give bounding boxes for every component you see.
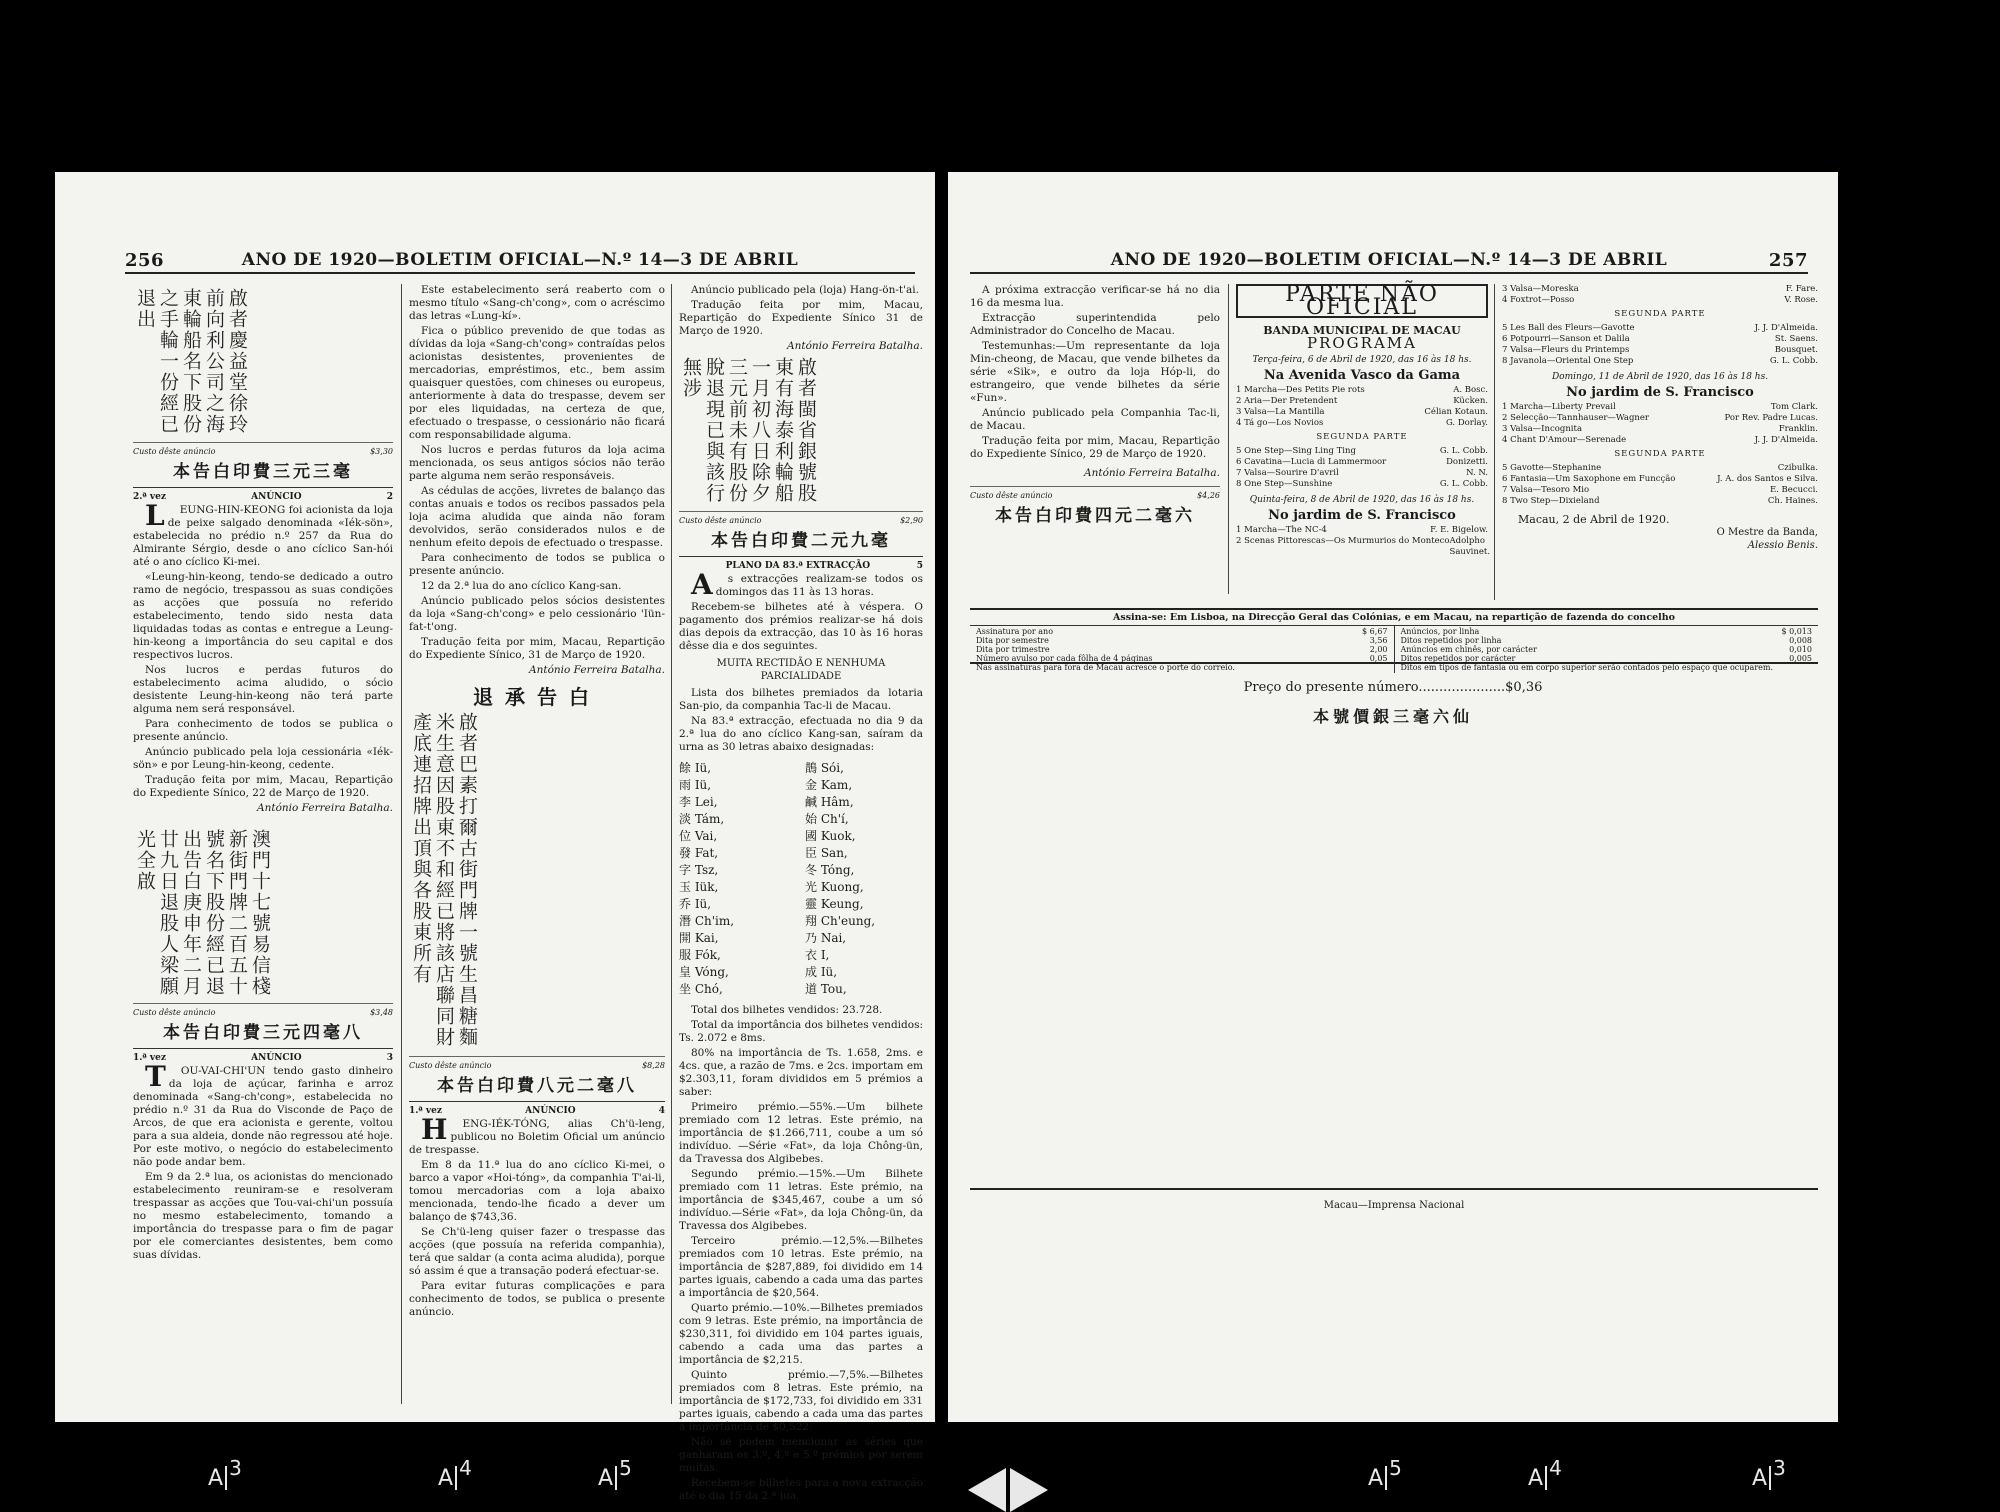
drawn-letter: 開 Kai,	[679, 931, 719, 945]
drawn-letter: 衣 I,	[805, 948, 830, 962]
paragraph: Tradução feita por mim, Macau, Repartição do Expediente Sínico, 22 de Março de 1920.	[133, 774, 393, 799]
piece-title: 2 Aria—Der Pretendent	[1236, 396, 1338, 406]
composer: G. Dorlay.	[1445, 418, 1488, 428]
plano-number: 5	[916, 561, 923, 571]
composer: J. A. dos Santos e Silva.	[1717, 474, 1818, 484]
subscription-title: Assina-se: Em Lisboa, na Direcção Geral das Colónias, e em Macau, na repartição de fazenda do concelho	[970, 610, 1818, 626]
paragraph: Primeiro prémio.—55%.—Um bilhete premiado com 12 letras. Este prémio, na importância de $1.266,711, coube a um só indivíduo. —Série «Fat», da loja Chông-ün, da Travessa dos Algibebes.	[679, 1101, 923, 1165]
programme-item	[1502, 345, 1818, 356]
rate-row	[976, 627, 1388, 636]
rate-value: 0,010	[1789, 645, 1812, 654]
programme-item	[1502, 463, 1818, 474]
programme-item	[1502, 402, 1818, 413]
cost-label: Custo dêste anúncio	[133, 447, 216, 456]
paragraph: HENG-IÉK-TÓNG, alias Ch'ü-leng, publicou no Boletim Oficial um anúncio de trespasse.	[409, 1113, 665, 1156]
paragraph: Na 83.ª extracção, efectuada no dia 9 da 2.ª lua do ano cíclico Kang-san, saíram da urna as 30 letras abaixo designadas:	[679, 715, 923, 753]
rate-row	[1401, 627, 1813, 636]
rate-row	[1401, 663, 1813, 672]
paragraph: Não se podem mencionar as séries que ganharam os 3.º, 4.º e 5.º prémios por serem muitas.	[679, 1436, 923, 1474]
piece-title: 3 Valsa—La Mantilla	[1236, 407, 1325, 417]
venue: No jardim de S. Francisco	[1566, 385, 1754, 400]
event-date: Terça-feira, 6 de Abril de 1920, das 16 às 18 hs.	[1252, 355, 1472, 365]
part-heading: SEGUNDA PARTE	[1614, 309, 1706, 319]
paragraph: Quinto prémio.—7,5%.—Bilhetes premiados com 8 letras. Este prémio, na importância de $172,733, foi dividido em 331 partes iguais, cabendo a cada uma das partes a importância de $0,522.	[679, 1369, 923, 1433]
composer: V. Rose.	[1784, 295, 1818, 305]
cost-value: $4,26	[1197, 491, 1220, 500]
ad-cost	[679, 511, 923, 527]
drawn-letter: 金 Kam,	[805, 778, 853, 792]
signature: António Ferreira Batalha.	[787, 340, 923, 352]
composer: A. Bosc.	[1453, 385, 1488, 395]
piece-title: 8 Two Step—Dixieland	[1502, 496, 1600, 506]
band-name: BANDA MUNICIPAL DE MACAU	[1263, 324, 1461, 337]
composer: Kücken.	[1453, 396, 1488, 406]
composer: Por Rev. Padre Lucas.	[1724, 413, 1818, 423]
cjk-price-line: 本告白印費八元二毫八	[437, 1076, 637, 1096]
paragraph: Tradução feita por mim, Macau, Repartição do Expediente Sínico, 29 de Março de 1920.	[970, 435, 1220, 460]
paragraph: Fica o público prevenido de que todas as dívidas da loja «Sang-ch'cong» contraídas pelos acionistas desistentes, provenientes de mercadorias, empréstimos, etc., bem assim quaisquer questões, com chineses ou europeus, anteriormente à data do trespasse, devem ser por eles liquidadas, na certeza de que, efectuado o trespasse, o cessionário não ficará com responsabilidade alguma.	[409, 325, 665, 441]
column-rule	[1494, 284, 1495, 600]
venue: Na Avenida Vasco da Gama	[1263, 368, 1461, 383]
paragraph: Quarto prémio.—10%.—Bilhetes premiados com 9 letras. Este prémio, na importância de $230,311, foi dividido em 104 partes iguais, cabendo a cada uma das partes a importância de $2,215.	[679, 1302, 923, 1366]
programme-item	[1236, 407, 1488, 418]
frame-mark-number: 3	[229, 1456, 242, 1480]
composer: N. N.	[1466, 468, 1488, 478]
rate-value: 0,005	[1789, 654, 1812, 663]
cjk-price-line: 本告白印費四元二毫六	[995, 506, 1195, 526]
rate-value: 2,00	[1369, 645, 1388, 654]
programme-item	[1502, 424, 1818, 435]
ad-cost	[133, 1003, 393, 1019]
subscription-rates	[970, 626, 1395, 673]
drawn-letter: 始 Ch'í,	[805, 812, 849, 826]
drawn-letter: 李 Lei,	[679, 795, 718, 809]
anuncio-header	[133, 1048, 393, 1065]
programme-item	[1502, 496, 1818, 507]
frame-mark: A 3	[208, 1456, 242, 1491]
frame-mark: A 4	[438, 1456, 472, 1491]
programme-list	[1502, 284, 1818, 306]
programme-item	[1502, 334, 1818, 345]
anuncio-number: 4	[658, 1106, 665, 1116]
piece-title: 3 Valsa—Moreska	[1502, 284, 1579, 294]
cost-label: Custo dêste anúncio	[970, 491, 1053, 500]
rate-label: Assinatura por ano	[976, 627, 1054, 636]
anuncio-label: ANÚNCIO	[525, 1106, 576, 1116]
event-date: Domingo, 11 de Abril de 1920, das 16 às 18 hs.	[1551, 372, 1769, 382]
drawn-letter: 服 Fók,	[679, 948, 721, 962]
programme-item	[1236, 536, 1491, 558]
paragraph: Lista dos bilhetes premiados da lotaria San-pio, da companhia Tac-li de Macau.	[679, 687, 923, 712]
paragraph: Para conhecimento de todos se publica o presente anúncio.	[133, 718, 393, 743]
programme-item	[1502, 485, 1818, 496]
programme-item	[1236, 396, 1488, 407]
signature: António Ferreira Batalha.	[529, 664, 665, 676]
cost-label: Custo dêste anúncio	[679, 516, 762, 525]
drawn-letter: 坐 Chó,	[679, 982, 723, 996]
cost-value: $3,48	[370, 1008, 393, 1017]
paragraph: Nos lucros e perdas futuros do estabelecimento acima aludido, o sócio desistente Leung-hin-keong não terá parte alguma nem será responsável.	[133, 664, 393, 715]
programme-list	[1502, 323, 1818, 367]
paragraph: Extracção superintendida pelo Administrador do Concelho de Macau.	[970, 312, 1220, 337]
programme-title: PROGRAMA	[1307, 334, 1417, 352]
column-rule	[671, 284, 672, 1404]
drawn-letter: 鹹 Hâm,	[805, 795, 854, 809]
piece-title: 5 Gavotte—Stephanine	[1502, 463, 1602, 473]
drawn-letter: 冬 Tóng,	[805, 863, 855, 877]
paragraph: Recebem-se bilhetes até à véspera. O pagamento dos prémios realizar-se há dois dias depois da extracção, das 10 às 16 horas dêsse dia e dos seguintes.	[679, 601, 923, 652]
subscription-box	[970, 608, 1818, 672]
ad-cost	[409, 1056, 665, 1072]
piece-title: 1 Marcha—The NC-4	[1236, 525, 1327, 535]
programme-item	[1502, 435, 1818, 446]
issue-price: Preço do presente número.....................$0,36	[1243, 680, 1543, 695]
drawn-letter: 臣 San,	[805, 846, 848, 860]
piece-title: 6 Potpourri—Sanson et Dalila	[1502, 334, 1630, 344]
composer: Czibulka.	[1777, 463, 1818, 473]
paragraph: Se Ch'ü-leng quiser fazer o trespasse das acções (que possuía na referida companhia), terá que saldar (a conta acima aludida), porque só assim é que a transação poderá efectuar-se.	[409, 1226, 665, 1277]
left-col-2	[409, 284, 665, 1404]
column-rule	[401, 284, 402, 1404]
rate-label: Ditos em tipos de fantasia ou em corpo superior serão contados pelo espaço que ocuparem.	[1400, 663, 1774, 672]
programme-item	[1236, 479, 1488, 490]
programme-item	[1502, 295, 1818, 306]
composer: F. Fare.	[1785, 284, 1818, 294]
paragraph: Total dos bilhetes vendidos: 23.728.	[691, 1004, 883, 1016]
rate-label: Ditos repetidos por linha	[1400, 636, 1502, 645]
rate-value: 3,56	[1369, 636, 1388, 645]
programme-item	[1502, 323, 1818, 334]
paragraph: Para conhecimento de todos se publica o presente anúncio.	[409, 552, 665, 577]
piece-title: 1 Marcha—Liberty Prevail	[1502, 402, 1616, 412]
rate-row	[976, 636, 1388, 645]
anuncio-number: 3	[386, 1053, 393, 1063]
left-col-1	[133, 284, 393, 1404]
piece-title: 7 Valsa—Tesoro Mio	[1502, 485, 1590, 495]
drawn-letters-grid	[679, 760, 923, 998]
signature: António Ferreira Batalha.	[1084, 467, 1220, 479]
left-page-header	[125, 246, 915, 274]
cjk-notice: 啟者慶益堂徐玲前向利公司之海東輪船名下股份之手輪一份經已退出	[134, 288, 248, 435]
paragraph: Anúncio publicado pelos sócios desistentes da loja «Sang-ch'cong» e pelo cessionário 'Iün-fat-t'ong.	[409, 595, 665, 633]
paragraph: Terceiro prémio.—12,5%.—Bilhetes premiados com 10 letras. Este prémio, na importância de $287,889, foi dividido em 14 partes iguais, cabendo a cada uma das partes a importância de $20,564.	[679, 1235, 923, 1299]
drawn-letter: 皇 Vóng,	[679, 965, 729, 979]
right-page	[948, 172, 1838, 1422]
programme-list	[1502, 463, 1818, 507]
insertion-tag: 2.ª vez	[133, 492, 166, 502]
drawn-letter: 道 Tou,	[805, 982, 847, 996]
composer: Adolpho Sauvinet.	[1449, 536, 1491, 557]
rate-label: Dita por trimestre	[976, 645, 1050, 654]
cjk-heading: 退承告白	[473, 685, 601, 709]
piece-title: 2 Scenas Pittorescas—Os Murmurios do Monteco	[1236, 536, 1450, 546]
running-title: ANO DE 1920—BOLETIM OFICIAL—N.º 14—3 DE ABRIL	[241, 250, 799, 270]
paragraph: Tradução feita por mim, Macau, Repartição do Expediente Sínico, 31 de Março de 1920.	[409, 636, 665, 661]
programme-item	[1236, 457, 1488, 468]
piece-title: 5 One Step—Sing Ling Ting	[1236, 446, 1356, 456]
paragraph: 80% na importância de Ts. 1.658, 2ms. e 4cs. que, a razão de 7ms. e 2cs. importam em $2.303,11, foram divididos em 5 prémios a saber:	[679, 1047, 923, 1098]
paragraph: Anúncio publicado pela Companhia Tac-li, de Macau.	[970, 407, 1220, 432]
advertising-rates	[1395, 626, 1819, 673]
frame-mark: A 3	[1752, 1456, 1786, 1491]
issue-price-cjk: 本號價銀三毫六仙	[1312, 707, 1473, 726]
frame-mark: A 5	[1368, 1456, 1402, 1491]
anuncio-number: 2	[386, 492, 393, 502]
paragraph: As extracções realizam-se todos os domingos das 11 às 13 horas.	[691, 568, 923, 601]
cjk-notice: 澳門十七號易信棧新街門牌二百五十號名下股份經已退出告白庚申年二月廿九日退股人梁願光全啟	[134, 829, 271, 997]
piece-title: 4 Tá go—Los Novios	[1236, 418, 1324, 428]
paragraph: «Leung-hin-keong, tendo-se dedicado a outro ramo de negócio, trespassou as suas condições as acções que possuía no referido estabelecimento, tendo sido nesta data liquidadas todas as contas e entregue a Leung-hin-keong a importância do seu capital e dos respectivos lucros.	[133, 571, 393, 661]
paragraph: Em 9 da 2.ª lua, os acionistas do mencionado estabelecimento reuniram-se e resolveram trespassar as acções que Tou-vai-chi'un possuía no mesmo estabelecimento, tomando a importância do trespasse para o fim de pagar por ele comerciantes desistentes, bem como suas dívidas.	[133, 1171, 393, 1261]
composer: G. L. Cobb.	[1439, 446, 1488, 456]
rate-label: Nas assinaturas para fora de Macau acresce o porte do correio.	[976, 663, 1235, 672]
paragraph: A próxima extracção verificar-se há no dia 16 da mesma lua.	[970, 284, 1220, 309]
composer: F. E. Bigelow.	[1430, 525, 1488, 535]
ad-cost	[133, 442, 393, 458]
signature: António Ferreira Batalha.	[257, 802, 393, 814]
frame-mark: A 4	[1528, 1456, 1562, 1491]
paragraph: TOU-VAI-CHI'UN tendo gasto dinheiro da loja de açúcar, farinha e arroz denominada «Sang-ch'cong», estabelecida no prédio n.º 31 da Rua do Visconde de Paço de Arcos, de que era acionista e gerente, voltou para a sua aldeia, donde não regressou até hoje. Por este motivo, o negócio do estabelecimento não pode andar bem.	[133, 1060, 393, 1168]
piece-title: 5 Les Ball des Fleurs—Gavotte	[1502, 323, 1635, 333]
paragraph: Tradução feita por mim, Macau, Repartição do Expediente Sínico 31 de Março de 1920.	[679, 299, 923, 337]
rate-value: 0,008	[1789, 636, 1812, 645]
rate-row	[976, 663, 1388, 672]
drawn-letter: 光 Kuong,	[805, 880, 864, 894]
drawn-letter: 淡 Tám,	[679, 812, 725, 826]
signature-title: O Mestre da Banda,	[1716, 527, 1818, 538]
piece-title: 6 Cavatina—Lucia di Lammermoor	[1236, 457, 1387, 467]
ad-cost	[970, 486, 1220, 502]
drawn-letter: 餘 Iü,	[679, 761, 712, 775]
right-page-header	[970, 246, 1808, 274]
rate-row	[976, 645, 1388, 654]
paragraph: Total da importância dos bilhetes vendidos: Ts. 2.072 e 8ms.	[679, 1019, 923, 1044]
programme-item	[1502, 284, 1818, 295]
programme-list	[1236, 525, 1491, 558]
programme-item	[1236, 525, 1488, 536]
composer: St. Saens.	[1774, 334, 1818, 344]
paragraph: Para evitar futuras complicações e para conhecimento de todos, se publica o presente anúncio.	[409, 1280, 665, 1318]
paragraph: Anúncio publicado pela loja cessionária «Iék-sön» e por Leung-hin-keong, cedente.	[133, 746, 393, 771]
event-date: Quinta-feira, 8 de Abril de 1920, das 16 às 18 hs.	[1249, 495, 1475, 505]
signature: Alessio Benis.	[1747, 540, 1818, 551]
right-col-2	[1236, 282, 1491, 600]
cost-value: $3,30	[370, 447, 393, 456]
cost-label: Custo dêste anúncio	[133, 1008, 216, 1017]
composer: G. L. Cobb.	[1769, 356, 1818, 366]
plano-header	[679, 556, 923, 573]
programme-item	[1502, 356, 1818, 367]
piece-title: 4 Foxtrot—Posso	[1502, 295, 1575, 305]
composer: J. J. D'Almeida.	[1754, 323, 1818, 333]
rate-label: Número avulso por cada fôlha de 4 páginas	[976, 654, 1153, 663]
paragraph: As cédulas de acções, livretes de balanço das contas anuais e todos os recibos passados pela loja acima aludida que ainda não foram devolvidos, serão considerados nulos e de nenhum efeito depois de efectuado o trespasse.	[409, 485, 665, 549]
rate-value: $ 0,013	[1781, 627, 1812, 636]
lottery-motto: MUITA RECTIDÃO E NENHUMA PARCIALIDADE	[716, 658, 886, 682]
drawn-letter: 發 Fat,	[679, 846, 719, 860]
composer: J. J. D'Almeida.	[1754, 435, 1818, 445]
drawn-letter: 靈 Keung,	[805, 897, 864, 911]
programme-item	[1502, 474, 1818, 485]
programme-list	[1502, 402, 1818, 446]
composer: Bousquet.	[1774, 345, 1818, 355]
rate-row	[1401, 654, 1813, 663]
paragraph: Segundo prémio.—15%.—Um Bilhete premiado com 11 letras. Este prémio, na importância de $345,467, coube a um só indivíduo.—Série «Fat», da loja Chông-ün, da Travessa dos Algibebes.	[679, 1168, 923, 1232]
cjk-price-line: 本告白印費三元三毫	[173, 462, 353, 482]
composer: G. L. Cobb.	[1439, 479, 1488, 489]
paragraph: Anúncio publicado pela (loja) Hang-ön-t'ai.	[691, 284, 919, 296]
venue: No jardim de S. Francisco	[1268, 508, 1456, 523]
drawn-letter: 鵲 Sói,	[805, 761, 844, 775]
page-number: 256	[125, 250, 165, 271]
piece-title: 1 Marcha—Des Petits Pie rots	[1236, 385, 1365, 395]
rate-label: Ditos repetidos por carácter	[1400, 654, 1516, 663]
drawn-letter: 玉 Iük,	[679, 880, 719, 894]
insertion-tag: 1.ª vez	[409, 1106, 442, 1116]
plano-title: PLANO DA 83.ª EXTRACÇÃO	[725, 561, 871, 571]
composer: Donizetti.	[1446, 457, 1488, 467]
paragraph: Nos lucros e perdas futuros da loja acima mencionada, os seus antigos sócios não terão parte alguma nem serão responsáveis.	[409, 444, 665, 482]
anuncio-header	[409, 1101, 665, 1118]
programme-item	[1236, 468, 1488, 479]
center-arrow-left-icon	[968, 1468, 1006, 1512]
rate-label: Anúncios em chinês, por carácter	[1400, 645, 1537, 654]
rate-row	[1401, 636, 1813, 645]
programme-item	[1236, 385, 1488, 396]
piece-title: 6 Fantasia—Um Saxophone em Funcção	[1502, 474, 1676, 484]
rate-label: Dita por semestre	[976, 636, 1049, 645]
date-line: Macau, 2 de Abril de 1920.	[1518, 513, 1670, 526]
rate-label: Anúncios, por linha	[1400, 627, 1480, 636]
cjk-notice: 啟者巴素打爾古街門牌一號生昌糖麵米生意因股東不和經已將該店聯同財產底連招牌出頂與各股東所有	[410, 712, 478, 1048]
programme-item	[1502, 413, 1818, 424]
rate-value: 0,05	[1369, 654, 1388, 663]
cost-label: Custo dêste anúncio	[409, 1061, 492, 1070]
part-heading: SEGUNDA PARTE	[1316, 432, 1408, 442]
anuncio-label: ANÚNCIO	[251, 492, 302, 502]
programme-list	[1236, 446, 1488, 490]
left-col-3	[679, 284, 923, 1502]
imprint: Macau—Imprensa Nacional	[970, 1188, 1818, 1211]
piece-title: 4 Chant D'Amour—Serenade	[1502, 435, 1627, 445]
programme-item	[1236, 446, 1488, 457]
cost-value: $2,90	[900, 516, 923, 525]
composer: Franklin.	[1778, 424, 1818, 434]
part-heading: SEGUNDA PARTE	[1614, 449, 1706, 459]
piece-title: 7 Valsa—Sourire D'avril	[1236, 468, 1339, 478]
frame-mark: A 5	[598, 1456, 632, 1491]
drawn-letter: 成 Iü,	[805, 965, 838, 979]
drawn-letter: 乔 Iü,	[679, 897, 712, 911]
composer: Tom Clark.	[1770, 402, 1818, 412]
drawn-letter: 翔 Ch'eung,	[805, 914, 876, 928]
piece-title: 7 Valsa—Fleurs du Printemps	[1502, 345, 1630, 355]
anuncio-label: ANÚNCIO	[251, 1053, 302, 1063]
composer: E. Becucci.	[1769, 485, 1818, 495]
paragraph: Testemunhas:—Um representante da loja Min-cheong, de Macau, que vende bilhetes da série «Sik», e outro da loja Hóp-li, do estrangeiro, que vende bilhetes da série «Fun».	[970, 340, 1220, 404]
cost-value: $8,28	[642, 1061, 665, 1070]
piece-title: 8 One Step—Sunshine	[1236, 479, 1333, 489]
piece-title: 2 Selecção—Tannhauser—Wagner	[1502, 413, 1649, 423]
drawn-letter: 位 Vai,	[679, 829, 718, 843]
right-col-3	[1502, 284, 1818, 600]
page-number: 257	[1768, 250, 1808, 271]
paragraph: Este estabelecimento será reaberto com o mesmo título «Sang-ch'cong», com o acréscimo das letras «Lung-kí».	[409, 284, 665, 322]
paragraph: Em 8 da 11.ª lua do ano cíclico Ki-mei, o barco a vapor «Hoi-tóng», da companhia T'ai-li, tomou mercadorias com a loja abaixo mencionada, tendo-lhe ficado a dever um balanço de $743,36.	[409, 1159, 665, 1223]
composer: Ch. Haines.	[1767, 496, 1818, 506]
center-arrow-right-icon	[1010, 1468, 1048, 1512]
paragraph: LEUNG-HIN-KEONG foi acionista da loja de peixe salgado denominada «Iék-sön», estabelecida no prédio n.º 257 da Rua do Almirante Sérgio, desde o ano cíclico San-hói até o ano cíclico Ki-mei.	[133, 499, 393, 568]
cjk-notice: 啟者閩省銀號股東有海泰利輪船一月初八日除夕三元前未有股份脫退現已與該行無涉	[680, 357, 817, 504]
running-title: ANO DE 1920—BOLETIM OFICIAL—N.º 14—3 DE ABRIL	[1110, 250, 1668, 270]
cjk-price-line: 本告白印費三元四毫八	[163, 1023, 363, 1043]
programme-item	[1236, 418, 1488, 429]
paragraph: Recebem-se bilhetes para a nova extracção até o dia 15 da 2.ª lua.	[679, 1477, 923, 1502]
column-rule	[1228, 284, 1229, 594]
rate-value: $ 6,67	[1362, 627, 1388, 636]
insertion-tag: 1.ª vez	[133, 1053, 166, 1063]
piece-title: 8 Javanola—Oriental One Step	[1502, 356, 1634, 366]
rate-row	[1401, 645, 1813, 654]
drawn-letter: 國 Kuok,	[805, 829, 856, 843]
cjk-price-line: 本告白印費二元九毫	[711, 531, 891, 551]
composer: Célian Kotaun.	[1424, 407, 1488, 417]
piece-title: 3 Valsa—Incognita	[1502, 424, 1583, 434]
programme-list	[1236, 385, 1488, 429]
rate-row	[976, 654, 1388, 663]
section-title: PARTE NÃO OFICIAL	[1236, 284, 1488, 318]
anuncio-header	[133, 487, 393, 504]
drawn-letter: 潛 Ch'im,	[679, 914, 735, 928]
paragraph: 12 da 2.ª lua do ano cíclico Kang-san.	[421, 580, 622, 592]
drawn-letter: 雨 Iü,	[679, 778, 712, 792]
drawn-letter: 乃 Nai,	[805, 931, 847, 945]
right-col-1	[970, 284, 1220, 594]
drawn-letter: 字 Tsz,	[679, 863, 719, 877]
